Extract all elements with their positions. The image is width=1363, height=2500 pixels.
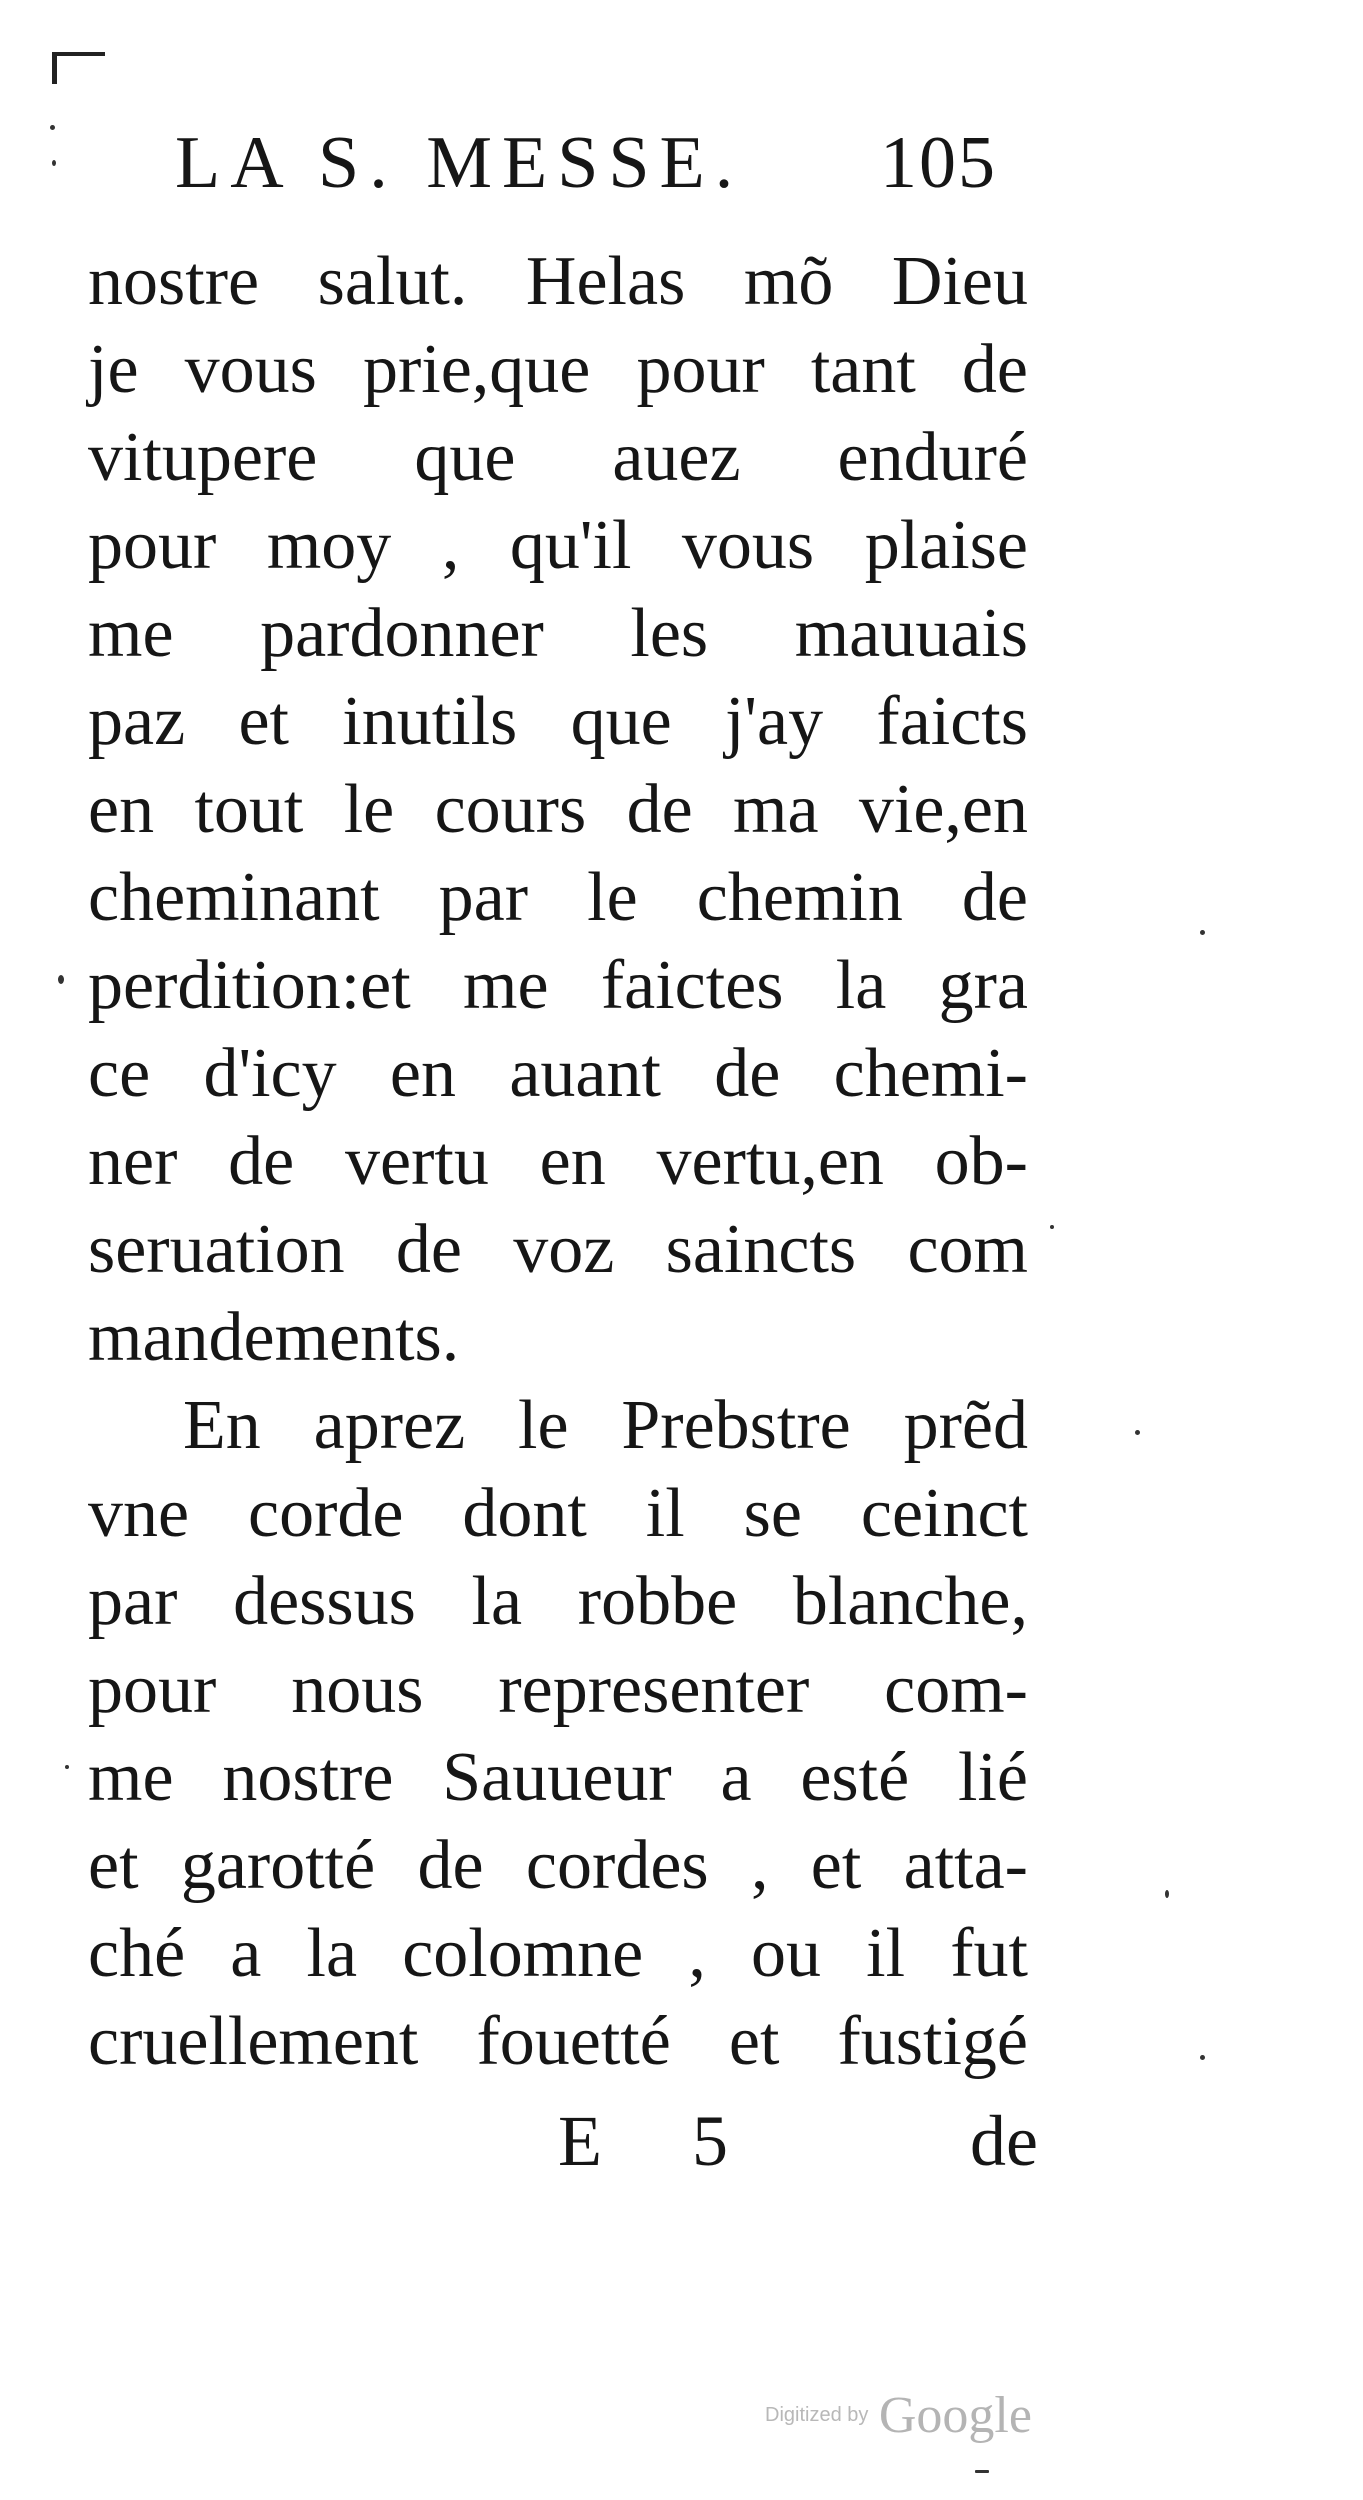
- text-line: nostre salut. Helas mõ Dieu: [88, 243, 1028, 320]
- page-number: 105: [880, 122, 997, 204]
- text-line: ché a la colomne , ou il fut: [88, 1915, 1028, 1992]
- text-line: me nostre Sauueur a esté lié: [88, 1739, 1028, 1816]
- text-line: ce d'icy en auant de chemi-: [88, 1035, 1028, 1112]
- ink-speck: [58, 975, 64, 984]
- text-line: par dessus la robbe blanche,: [88, 1563, 1028, 1640]
- text-line: et garotté de cordes , et atta-: [88, 1827, 1028, 1904]
- watermark-brand: Google: [878, 2387, 1032, 2444]
- text-line: seruation de voz saincts com: [88, 1211, 1028, 1288]
- ink-speck: [1200, 930, 1205, 935]
- running-title: LA S. MESSE.: [175, 122, 744, 204]
- text-line: paz et inutils que j'ay faicts: [88, 683, 1028, 760]
- text-line: cheminant par le chemin de: [88, 859, 1028, 936]
- text-line: pour moy , qu'il vous plaise: [88, 507, 1028, 584]
- paragraph-end-line: mandements.: [88, 1299, 460, 1376]
- ink-speck: [1165, 1890, 1169, 1898]
- ink-speck: [975, 2470, 989, 2473]
- watermark-prefix: Digitized by: [765, 2404, 869, 2426]
- signature-mark: E 5: [558, 2101, 764, 2181]
- ink-speck: [1135, 1430, 1140, 1435]
- page-corner-mark: [52, 52, 105, 84]
- body-text: [88, 238, 1028, 2086]
- text-line: me pardonner les mauuais: [88, 595, 1028, 672]
- running-head: [175, 118, 1035, 208]
- ink-speck: [52, 160, 56, 166]
- ink-speck: [65, 1765, 69, 1769]
- text-line: pour nous representer com-: [88, 1651, 1028, 1728]
- catchword: de: [970, 2101, 1038, 2181]
- ink-speck: [1200, 2055, 1205, 2060]
- text-line: vitupere que auez enduré: [88, 419, 1028, 496]
- text-line: vne corde dont il se ceinct: [88, 1475, 1028, 1552]
- text-line: cruellement fouetté et fustigé: [88, 2003, 1028, 2080]
- ink-speck: [1050, 1225, 1054, 1229]
- text-line: ner de vertu en vertu,en ob-: [88, 1123, 1028, 1200]
- ink-speck: [50, 125, 55, 130]
- text-line: perdition:et me faictes la gra: [88, 947, 1028, 1024]
- page-footer: [0, 2096, 1363, 2186]
- text-line: en tout le cours de ma vie,en: [88, 771, 1028, 848]
- text-line: je vous prie,que pour tant de: [88, 331, 1028, 408]
- paragraph-start-line: En aprez le Prebstre prẽd: [183, 1387, 1028, 1464]
- digitization-watermark: [765, 2386, 1032, 2445]
